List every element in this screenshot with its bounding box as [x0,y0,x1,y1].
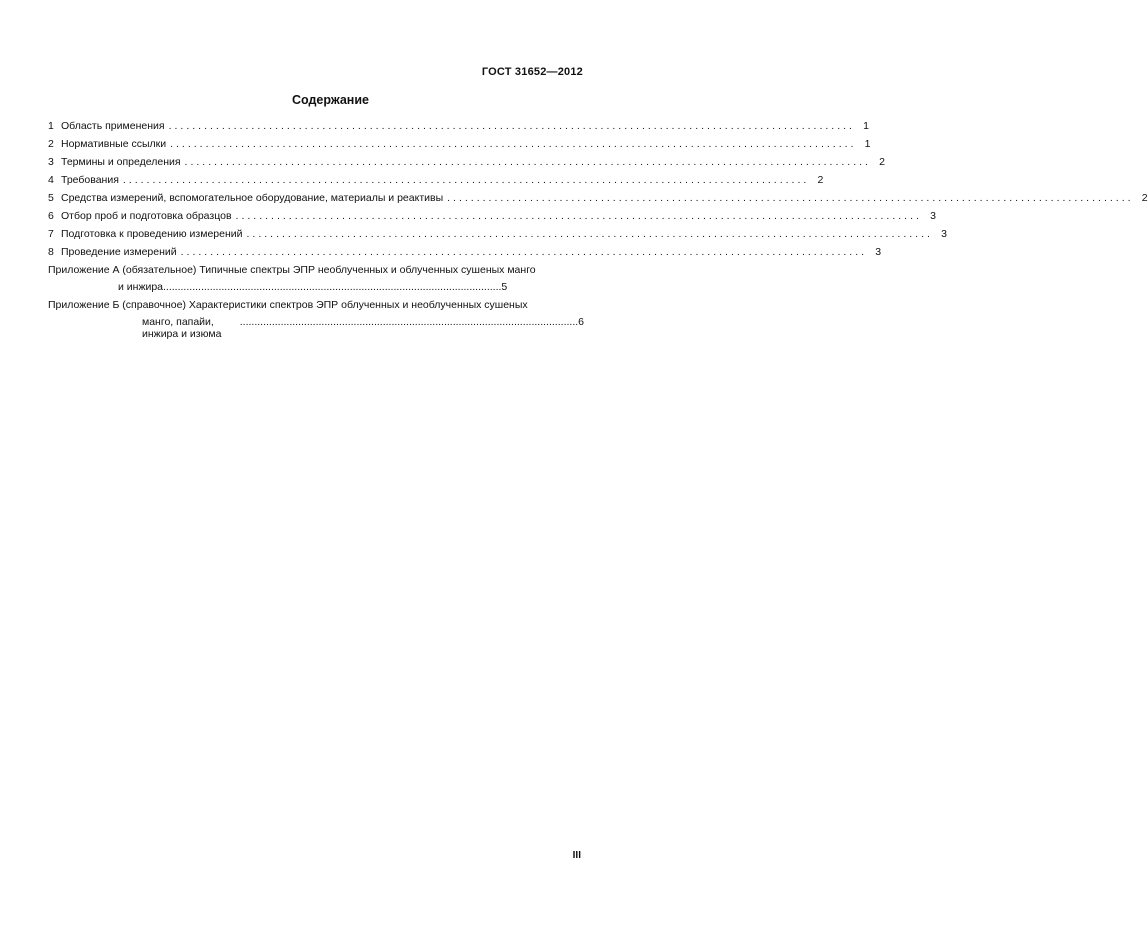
appendix-entry-b[interactable] [48,299,584,340]
toc-entry-number: 1 [48,120,54,132]
appendix-title-continuation: и инжира [118,281,164,293]
toc-leader: .................................................................................................................... [168,120,855,132]
toc-entry-label: Отбор проб и подготовка образцов [61,210,232,222]
page-number: III [572,850,581,861]
toc-leader: .................................................................................................................... [180,246,868,258]
toc-entry-page: 1 [864,138,871,150]
toc-entry[interactable] [48,246,882,264]
appendix-title: Приложение А (обязательное) Типичные спектры ЭПР необлученных и облученных сушеных манго [48,264,536,276]
toc-leader: .................................................................................................................... [184,156,871,168]
toc-entry[interactable] [48,228,947,246]
toc-leader: .................................................................................................................... [447,192,1134,204]
appendix-entry-a[interactable] [48,264,584,299]
toc-entry[interactable] [48,156,885,174]
appendix-title: Приложение Б (справочное) Характеристики спектров ЭПР облученных и необлученных сушеных [48,299,528,311]
toc-entry-label: Проведение измерений [61,246,177,258]
toc-entry[interactable] [48,210,936,228]
toc-entry-number: 5 [48,192,54,204]
toc-entry-page: 2 [879,156,885,168]
toc-entry[interactable] [48,192,1148,210]
toc-entry-page: 3 [875,246,882,258]
toc-entry-page: 3 [930,210,936,222]
toc-entry[interactable] [48,138,871,156]
toc-entry-label: Средства измерений, вспомогательное оборудование, материалы и реактивы [61,192,444,204]
toc-entry-number: 7 [48,228,54,240]
toc-entry-page: 2 [1141,192,1148,204]
toc-entry[interactable] [48,174,824,192]
toc-entry[interactable] [48,120,869,138]
toc-leader: .................................................................................................................... [170,138,857,150]
page-title: Содержание [291,93,369,107]
toc-entry-number: 8 [48,246,54,258]
toc-leader: .................................................................................................................... [246,228,933,240]
toc-entry-number: 3 [48,156,54,168]
toc-entry-number: 2 [48,138,54,150]
toc-entry-label: Нормативные ссылки [61,138,167,150]
toc-entry-label: Требования [61,174,119,186]
toc-leader: .................................................................................................................... [163,281,502,293]
toc-entry-label: Подготовка к проведению измерений [61,228,243,240]
toc-entry-label: Термины и определения [61,156,181,168]
appendix-title-continuation: манго, папайи, инжира и изюма [142,316,222,340]
appendix-page: 6 [578,316,584,328]
table-of-contents [48,120,1148,340]
appendix-page: 5 [501,281,508,293]
toc-leader: .................................................................................................................... [235,210,922,222]
toc-leader: .................................................................................................................... [239,316,579,328]
toc-entry-page: 2 [817,174,824,186]
toc-leader: .................................................................................................................... [122,174,810,186]
toc-entry-page: 1 [863,120,869,132]
toc-entry-number: 4 [48,174,54,186]
toc-entry-label: Область применения [61,120,165,132]
standard-number: ГОСТ 31652—2012 [481,66,583,78]
toc-entry-page: 3 [941,228,947,240]
toc-entry-number: 6 [48,210,54,222]
